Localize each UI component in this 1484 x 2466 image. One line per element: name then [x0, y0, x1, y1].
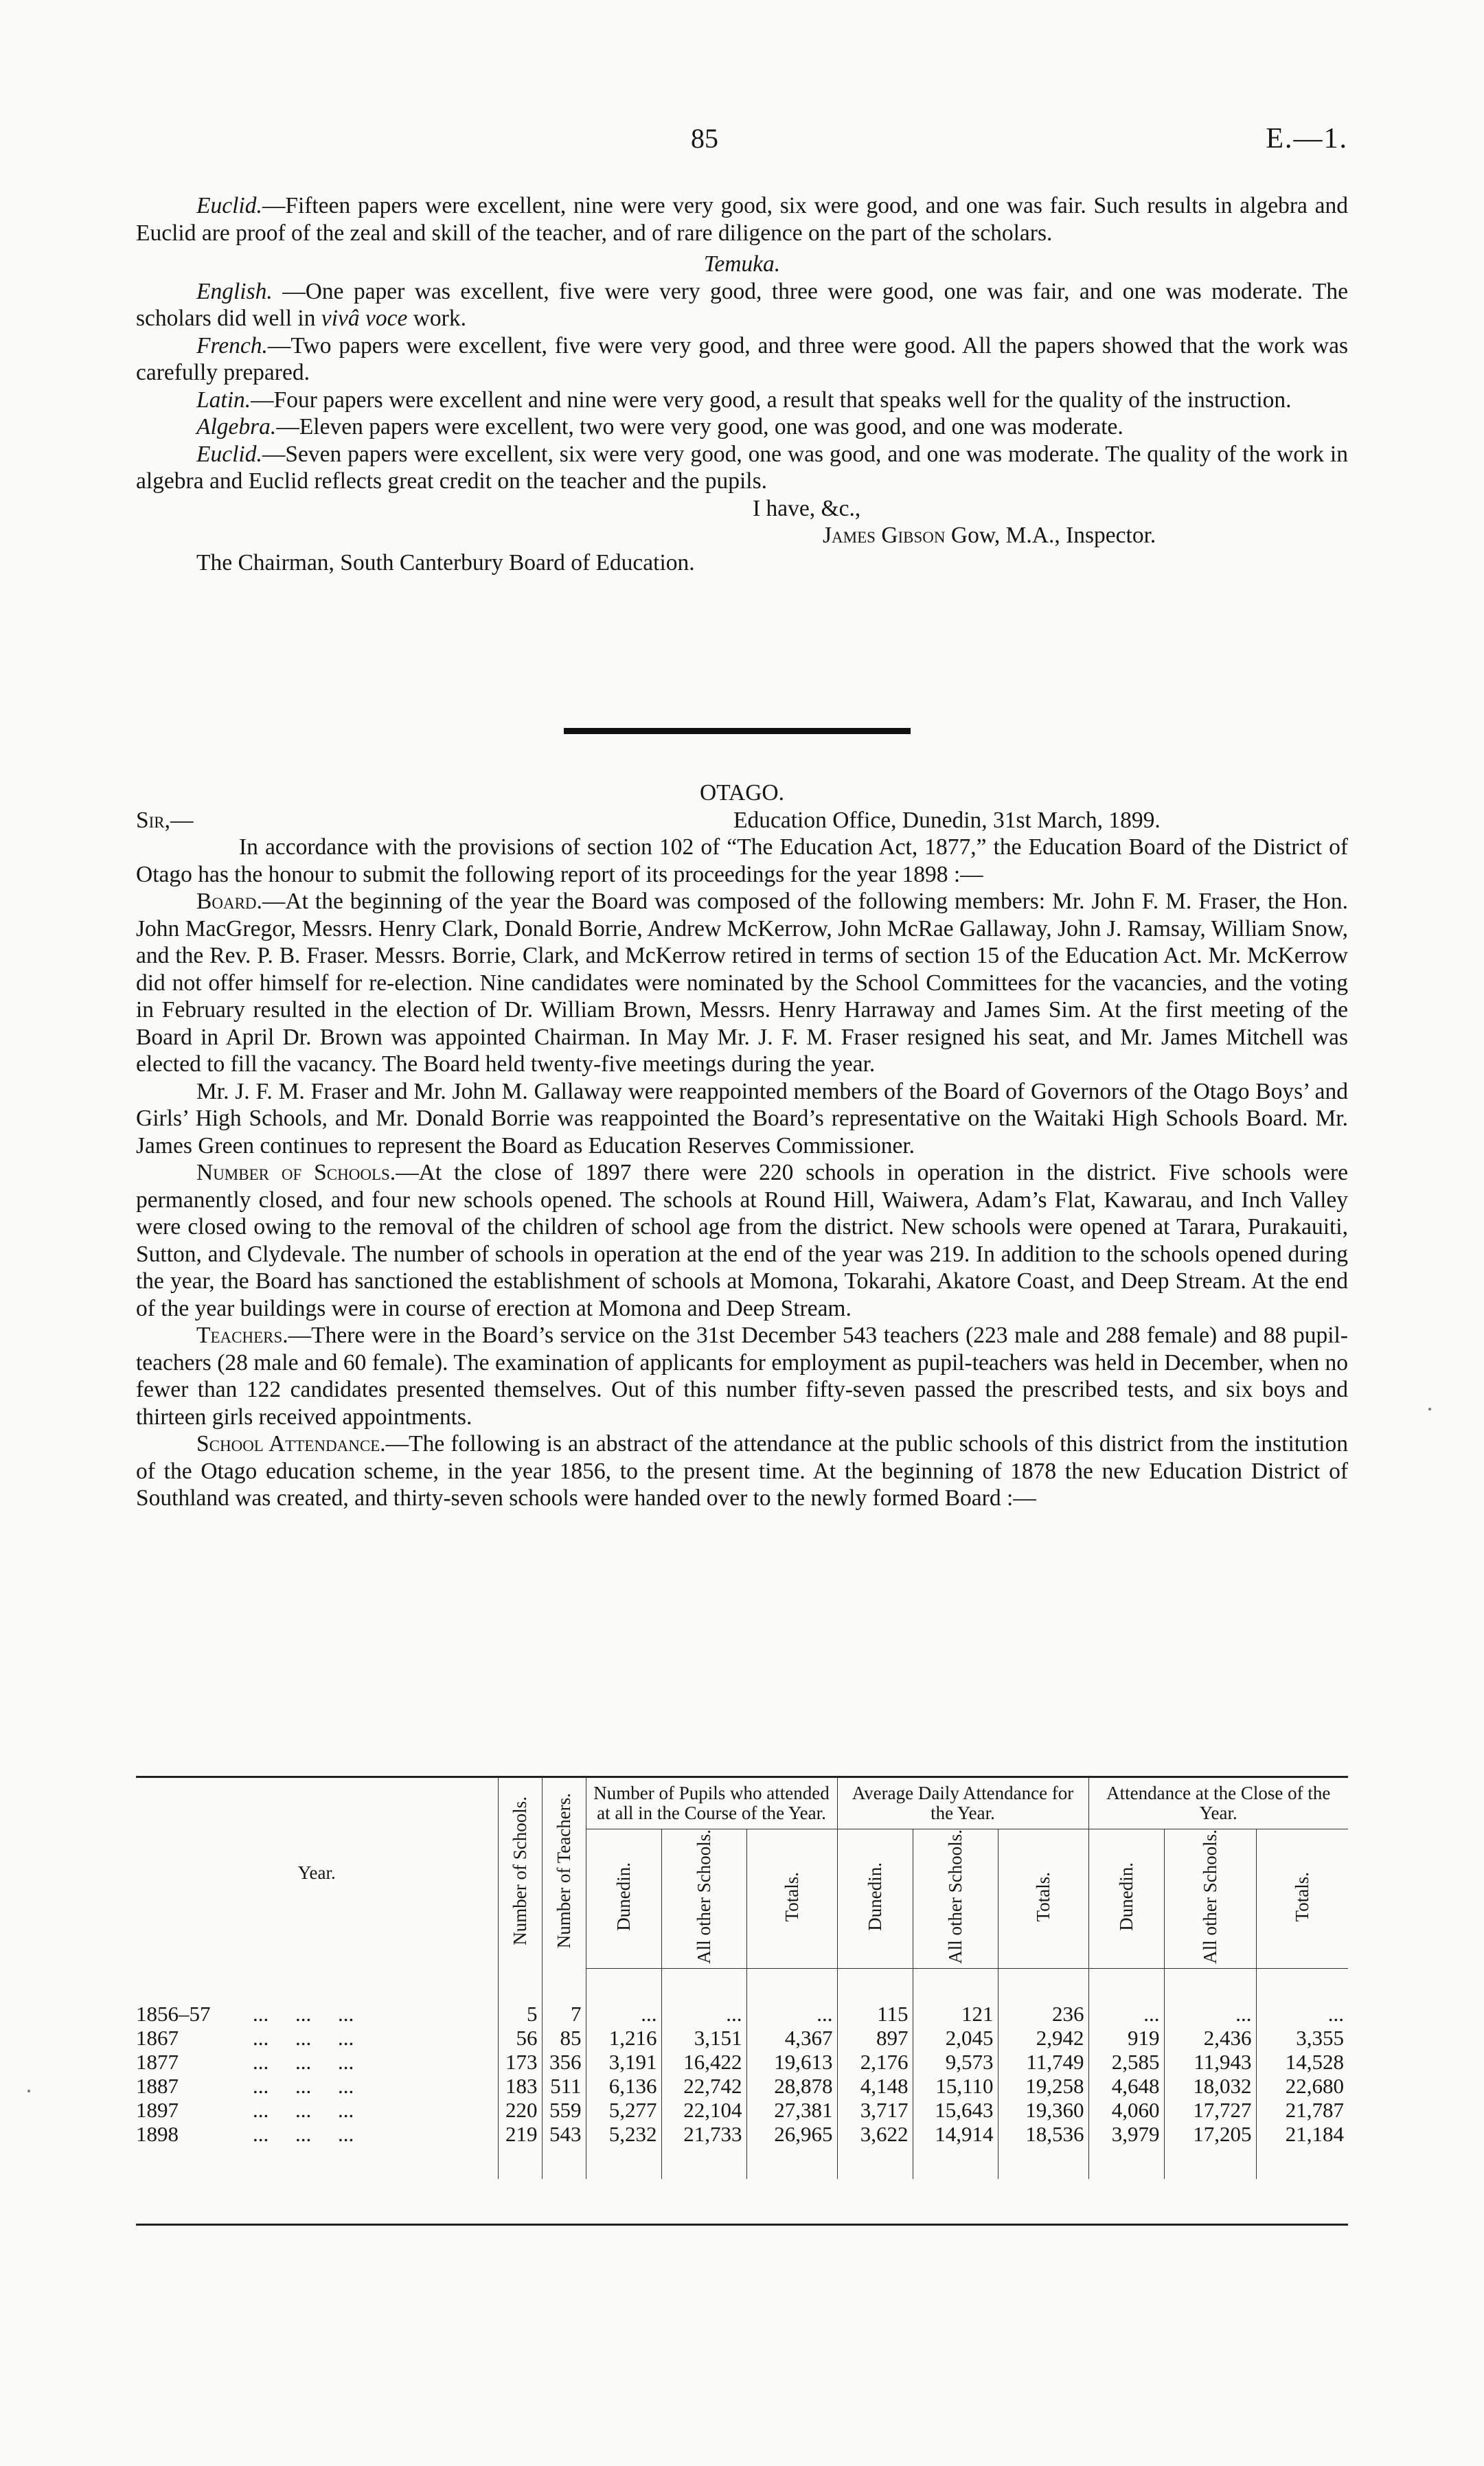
otago-heading: OTAGO.: [700, 780, 784, 806]
governors-paragraph: Mr. J. F. M. Fraser and Mr. John M. Gallaway were reappointed members of the Board of Governors of the Otago Boys’ and Girls’ High Schools, and Mr. Donald Borrie was reappointed the Board’s representative on the Waitaki High Schools Board. Mr. James Green continues to represent the Board as Education Reserves Commissioner.: [136, 1078, 1348, 1158]
row-year-cell: [136, 2098, 498, 2122]
close-group-header: Attendance at the Close of the Year.: [1088, 1777, 1348, 1829]
row-leader-dots: ... ... ...: [253, 2097, 354, 2122]
temuka-algebra-paragraph: Algebra.—Eleven papers were excellent, two were very good, one was good, and one was moderate.: [196, 414, 1123, 439]
cell-schools: 219: [498, 2122, 542, 2146]
attendance-paragraph: School Attendance.—The following is an abstract of the attendance at the public schools of this district from the institution of the Otago education scheme, in the year 1856, to the present time. At the beginning of 1878 the new Education District of Southland was created, and thirty-seven schools were handed over to the newly formed Board :—: [136, 1431, 1348, 1511]
close-other-header: All other Schools.: [1199, 1829, 1220, 1964]
salutation-line: [136, 807, 1348, 834]
row-leader-dots: ... ... ...: [253, 2121, 354, 2146]
attendance-table-body: [136, 1968, 1348, 2179]
temuka-heading: Temuka.: [703, 251, 781, 277]
cell-p-oth: 21,733: [661, 2122, 746, 2146]
cell-c-oth: 11,943: [1164, 2050, 1256, 2074]
row-year-cell: [136, 2050, 498, 2074]
cell-schools: 183: [498, 2074, 542, 2098]
cell-p-dun: 5,232: [586, 2122, 661, 2146]
section-divider: [564, 728, 911, 734]
average-group-header: Average Daily Attendance for the Year.: [837, 1777, 1088, 1829]
cell-a-dun: 2,176: [837, 2050, 913, 2074]
cell-a-oth: 14,914: [913, 2122, 998, 2146]
cell-p-dun: 6,136: [586, 2074, 661, 2098]
closing-line: I have, &c.,: [753, 495, 861, 521]
cell-c-tot: 3,355: [1256, 2026, 1348, 2050]
cell-a-tot: 18,536: [998, 2122, 1088, 2146]
table-row: [136, 2026, 1348, 2050]
intro-paragraph: In accordance with the provisions of section 102 of “The Education Act, 1877,” the Education Board of the District of Otago has the honour to submit the following report of its proceedings for the year 1898 :—: [136, 834, 1348, 887]
row-year: 1877: [136, 2049, 179, 2074]
board-paragraph: Board.—At the beginning of the year the Board was composed of the following members: Mr. John F. M. Fraser, the Hon. John MacGregor, Messrs. Henry Clark, Donald Borrie, Andrew McKerrow, John McRae Gallaway, John J. Ramsay, William Snow, and the Rev. P. B. Fraser. Messrs. Borrie, Clark, and McKerrow retired in terms of section 15 of the Education Act. Mr. McKerrow did not offer himself for re-election. Nine candidates were nominated by the School Committees for the vacancies, and the voting in February resulted in the election of Dr. William Brown, Messrs. Henry Harraway and James Sim. At the first meeting of the Board in April Dr. Brown was appointed Chairman. In May Mr. J. F. M. Fraser resigned his seat, and Mr. James Mitchell was elected to fill the vacancy. The Board held twenty-five meetings during the year.: [136, 889, 1348, 1077]
temuka-latin-paragraph: Latin.—Four papers were excellent and nine were very good, a result that speaks well for the quality of the instruction.: [196, 387, 1292, 413]
cell-a-tot: 2,942: [998, 2026, 1088, 2050]
cell-a-tot: 19,360: [998, 2098, 1088, 2122]
signature: James Gibson Gow, M.A., Inspector.: [823, 523, 1156, 548]
cell-c-oth: 17,727: [1164, 2098, 1256, 2122]
cell-p-oth: 22,742: [661, 2074, 746, 2098]
cell-c-oth: 2,436: [1164, 2026, 1256, 2050]
average-other-header: All other Schools.: [944, 1829, 966, 1964]
table-row: [136, 2098, 1348, 2122]
cell-c-dun: 4,060: [1088, 2098, 1164, 2122]
cell-p-tot: 26,965: [746, 2122, 837, 2146]
cell-c-dun: 919: [1088, 2026, 1164, 2050]
pupils-totals-header: Totals.: [781, 1871, 802, 1922]
temuka-euclid-paragraph: Euclid.—Seven papers were excellent, six were very good, one was good, and one was moderate. The quality of the work in algebra and Euclid reflects great credit on the teacher and the pupils.: [136, 441, 1348, 494]
cell-teachers: 543: [542, 2122, 586, 2146]
cell-p-dun: 3,191: [586, 2050, 661, 2074]
row-leader-dots: ... ... ...: [253, 2025, 354, 2050]
table-row: [136, 2050, 1348, 2074]
cell-p-tot: 28,878: [746, 2074, 837, 2098]
cell-a-dun: 897: [837, 2026, 913, 2050]
cell-p-dun: ...: [586, 2002, 661, 2026]
cell-p-tot: 19,613: [746, 2050, 837, 2074]
cell-a-oth: 15,110: [913, 2074, 998, 2098]
schools-header: Number of Schools.: [509, 1796, 530, 1945]
cell-teachers: 511: [542, 2074, 586, 2098]
cell-a-tot: 236: [998, 2002, 1088, 2026]
salutation: Sir,—: [136, 807, 194, 833]
table-bottom-rule: [136, 2224, 1348, 2226]
attendance-table-wrap: [136, 1776, 1348, 2179]
average-totals-header: Totals.: [1032, 1871, 1053, 1922]
close-dunedin-header: Dunedin.: [1115, 1862, 1137, 1931]
temuka-french-paragraph: French.—Two papers were excellent, five were very good, and three were good. All the papers showed that the work was carefully prepared.: [136, 332, 1348, 385]
cell-c-dun: 2,585: [1088, 2050, 1164, 2074]
row-year: 1898: [136, 2121, 179, 2146]
pupils-dunedin-header: Dunedin.: [613, 1862, 634, 1931]
cell-p-tot: 27,381: [746, 2098, 837, 2122]
row-year-cell: [136, 2122, 498, 2146]
row-year-cell: [136, 2026, 498, 2050]
cell-schools: 220: [498, 2098, 542, 2122]
cell-c-oth: 18,032: [1164, 2074, 1256, 2098]
cell-teachers: 356: [542, 2050, 586, 2074]
cell-c-dun: 4,648: [1088, 2074, 1164, 2098]
cell-c-tot: 22,680: [1256, 2074, 1348, 2098]
teachers-paragraph: Teachers.—There were in the Board’s service on the 31st December 543 teachers (223 male and 288 female) and 88 pupil-teachers (28 male and 60 female). The examination of applicants for employment as pupil-teachers was held in December, when no fewer than 122 candidates presented themselves. Out of this number fifty-seven passed the prescribed tests, and six boys and thirteen girls received appointments.: [136, 1323, 1348, 1430]
office-dateline: Education Office, Dunedin, 31st March, 1899.: [733, 807, 1161, 833]
cell-a-oth: 2,045: [913, 2026, 998, 2050]
cell-p-oth: 3,151: [661, 2026, 746, 2050]
row-year: 1887: [136, 2073, 179, 2098]
table-row: [136, 2002, 1348, 2026]
cell-c-tot: 21,184: [1256, 2122, 1348, 2146]
scan-speck: [27, 2090, 30, 2092]
table-row: [136, 2122, 1348, 2146]
average-dunedin-header: Dunedin.: [864, 1862, 885, 1931]
row-year: 1897: [136, 2097, 179, 2122]
year-header: Year.: [136, 1777, 498, 1969]
row-year-cell: [136, 2002, 498, 2026]
temuka-english-paragraph: English. —One paper was excellent, five were very good, three were good, one was fair, and one was moderate. The scholars did well in vivâ voce work.: [136, 278, 1348, 331]
schools-paragraph: Number of Schools.—At the close of 1897 there were 220 schools in operation in the district. Five schools were permanently closed, and four new schools opened. The schools at Round Hill, Waiwera, Adam’s Flat, Kawarau, and Inch Valley were closed owing to the removal of the children of school age from the district. New schools were opened at Tarara, Purakauiti, Sutton, and Clydevale. The number of schools in operation at the end of the year was 219. In addition to the schools opened during the year, the Board has sanctioned the establishment of schools at Momona, Tokarahi, Akatore Coast, and Deep Stream. At the end of the year buildings were in course of erection at Momona and Deep Stream.: [136, 1160, 1348, 1321]
page-number: 85: [691, 123, 718, 154]
cell-schools: 56: [498, 2026, 542, 2050]
cell-a-dun: 3,717: [837, 2098, 913, 2122]
euclid-paragraph: Euclid.—Fifteen papers were excellent, nine were very good, six were good, and one was fair. Such results in algebra and Euclid are proof of the zeal and skill of the teacher, and of rare diligence on the part of the scholars.: [136, 193, 1348, 246]
cell-schools: 5: [498, 2002, 542, 2026]
cell-c-tot: ...: [1256, 2002, 1348, 2026]
cell-a-dun: 3,622: [837, 2122, 913, 2146]
teachers-header: Number of Teachers.: [553, 1793, 574, 1949]
cell-p-tot: ...: [746, 2002, 837, 2026]
cell-c-oth: 17,205: [1164, 2122, 1256, 2146]
row-year: 1867: [136, 2025, 179, 2050]
cell-teachers: 7: [542, 2002, 586, 2026]
row-year: 1856–57: [136, 2001, 211, 2026]
cell-a-oth: 15,643: [913, 2098, 998, 2122]
cell-p-dun: 5,277: [586, 2098, 661, 2122]
cell-c-tot: 21,787: [1256, 2098, 1348, 2122]
cell-schools: 173: [498, 2050, 542, 2074]
row-leader-dots: ... ... ...: [253, 2001, 354, 2026]
cell-a-oth: 9,573: [913, 2050, 998, 2074]
cell-a-dun: 4,148: [837, 2074, 913, 2098]
row-year-cell: [136, 2074, 498, 2098]
addressee: The Chairman, South Canterbury Board of Education.: [196, 549, 695, 575]
row-leader-dots: ... ... ...: [253, 2073, 354, 2098]
pupils-other-header: All other Schools.: [693, 1829, 714, 1964]
scan-speck: [1428, 1408, 1431, 1411]
cell-teachers: 559: [542, 2098, 586, 2122]
row-leader-dots: ... ... ...: [253, 2049, 354, 2074]
cell-p-tot: 4,367: [746, 2026, 837, 2050]
cell-a-tot: 19,258: [998, 2074, 1088, 2098]
cell-c-dun: 3,979: [1088, 2122, 1164, 2146]
cell-p-dun: 1,216: [586, 2026, 661, 2050]
cell-p-oth: 16,422: [661, 2050, 746, 2074]
cell-c-dun: ...: [1088, 2002, 1164, 2026]
otago-report: [136, 779, 1348, 1512]
pupils-group-header: Number of Pupils who attended at all in the Course of the Year.: [586, 1777, 837, 1829]
cell-a-tot: 11,749: [998, 2050, 1088, 2074]
document-reference: E.—1.: [1266, 123, 1348, 155]
close-totals-header: Totals.: [1291, 1871, 1312, 1922]
cell-p-oth: 22,104: [661, 2098, 746, 2122]
south-canterbury-report-end: [136, 192, 1348, 576]
cell-teachers: 85: [542, 2026, 586, 2050]
page-header: [136, 122, 1348, 163]
cell-a-oth: 121: [913, 2002, 998, 2026]
cell-c-oth: ...: [1164, 2002, 1256, 2026]
table-row: [136, 2074, 1348, 2098]
cell-a-dun: 115: [837, 2002, 913, 2026]
cell-c-tot: 14,528: [1256, 2050, 1348, 2074]
cell-p-oth: ...: [661, 2002, 746, 2026]
attendance-table: [136, 1776, 1348, 2179]
